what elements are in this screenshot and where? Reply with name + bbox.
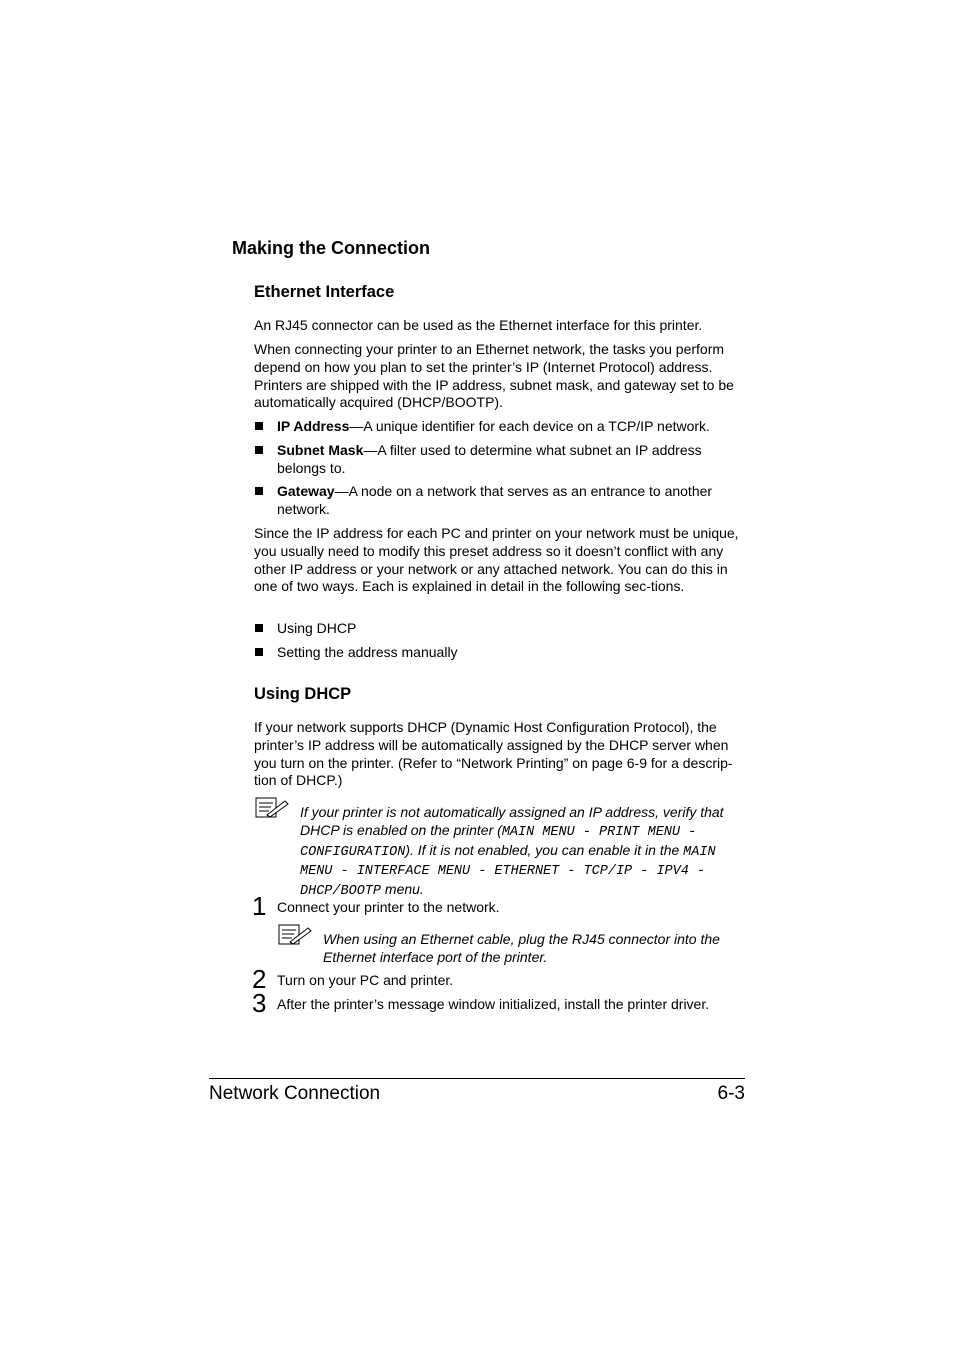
step-text: Turn on your PC and printer. xyxy=(277,972,454,988)
step-number: 1 xyxy=(252,891,267,921)
footer-page-number: 6-3 xyxy=(717,1083,745,1104)
note-ethernet-cable: When using an Ethernet cable, plug the RJ45 connector into the Ethernet interface port of the printer. xyxy=(323,931,720,965)
ethernet-paragraph-1: An RJ45 connector can be used as the Ethernet interface for this printer. xyxy=(254,317,703,333)
option-using-dhcp xyxy=(254,620,750,638)
term-definition: —A node on a network that serves as an entrance to another network. xyxy=(277,483,713,517)
dhcp-heading: Using DHCP xyxy=(254,685,352,703)
ethernet-heading: Ethernet Interface xyxy=(254,283,395,301)
option-label: Using DHCP xyxy=(277,620,357,636)
term-definition: —A unique identifier for each device on a TCP/IP network. xyxy=(349,418,710,434)
option-label: Setting the address manually xyxy=(277,644,458,660)
bullet-square-icon xyxy=(255,487,263,495)
step-text: After the printer’s message window initialized, install the printer driver. xyxy=(277,996,710,1012)
ethernet-paragraph-3: Since the IP address for each PC and printer on your network must be unique, you usually need to modify this preset address so it doesn’t conflict with any other IP address or your network or any attached network. You can do this in one of two ways. Each is explained in detail in the following sec-tions. xyxy=(254,525,739,595)
step-number: 2 xyxy=(252,964,267,994)
section-title: Making the Connection xyxy=(232,238,430,258)
note-pencil-icon xyxy=(278,924,312,946)
bullet-square-icon xyxy=(255,624,263,632)
ethernet-paragraph-2: When connecting your printer to an Ethernet network, the tasks you perform depend on how you plan to set the printer’s IP (Internet Protocol) address. Printers are shipped with the IP address, subnet mask, and gateway set to be automatically acquired (DHCP/BOOTP). xyxy=(254,341,734,411)
note-dhcp-verify: If your printer is not automatically assigned an IP address, verify that DHCP is enabled on the printer (MAIN MENU - PRINT MENU - CONFIGURATION). If it is not enabled, you can enable it in the MAIN MENU - INTERFACE MENU - ETHERNET - TCP/IP - IPV4 - DHCP/BOOTP menu. xyxy=(300,804,724,900)
step-text: Connect your printer to the network. xyxy=(277,899,500,915)
footer-rule xyxy=(209,1078,745,1079)
bullet-square-icon xyxy=(255,648,263,656)
option-manual-address xyxy=(254,644,750,662)
term-label: Subnet Mask xyxy=(277,442,364,458)
term-label: IP Address xyxy=(277,418,350,434)
bullet-square-icon xyxy=(255,422,263,430)
term-label: Gateway xyxy=(277,483,335,499)
term-subnet-mask xyxy=(254,442,750,478)
footer-chapter: Network Connection xyxy=(209,1083,381,1104)
term-definition: —A filter used to determine what subnet an IP address belongs to. xyxy=(277,442,702,476)
note-pencil-icon xyxy=(255,797,289,819)
term-ip-address xyxy=(254,418,750,436)
dhcp-paragraph-1: If your network supports DHCP (Dynamic Host Configuration Protocol), the printer’s IP address will be automatically assigned by the DHCP server when you turn on the printer. (Refer to “Network Printing” on page 6-9 for a descrip-tion of DHCP.) xyxy=(254,719,733,789)
step-number: 3 xyxy=(252,988,267,1018)
bullet-square-icon xyxy=(255,446,263,454)
term-gateway xyxy=(254,483,750,519)
